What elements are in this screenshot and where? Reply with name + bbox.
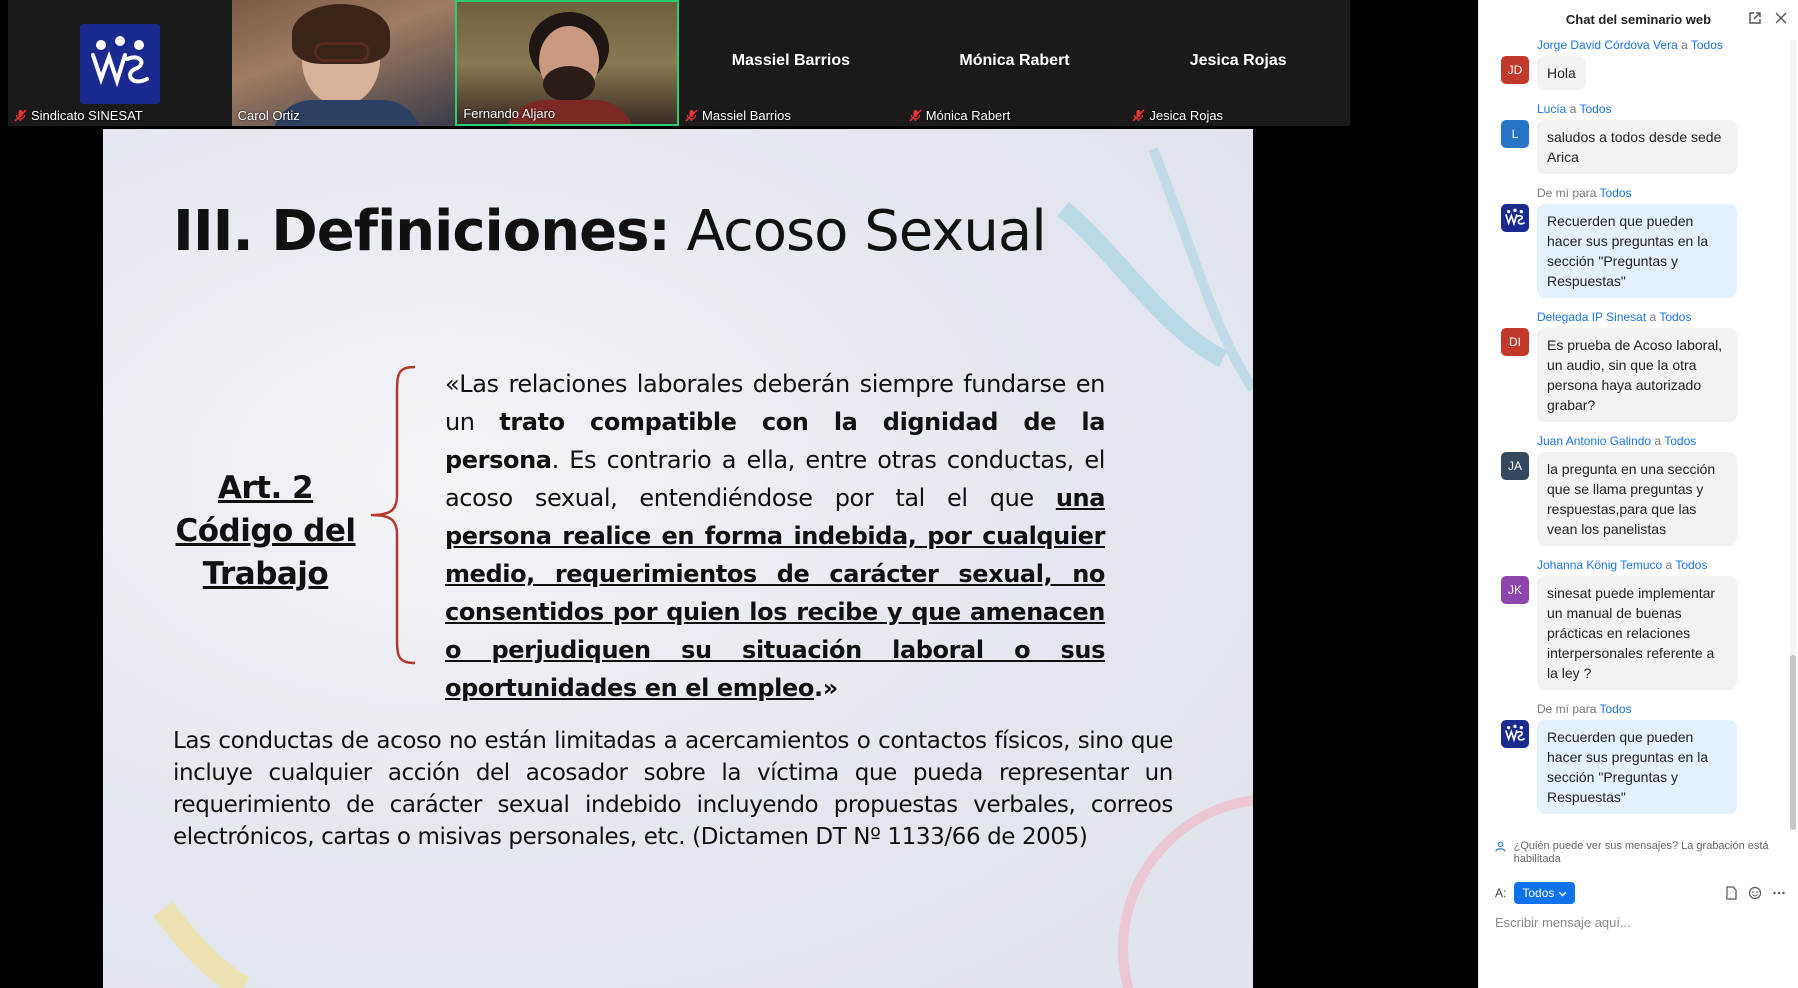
- participant-name-plate: [238, 108, 300, 123]
- message-bubble[interactable]: Recuerden que pueden hacer sus preguntas en la sección "Preguntas y Respuestas": [1537, 204, 1737, 298]
- recipient-value: Todos: [1522, 886, 1555, 900]
- shared-slide: [103, 129, 1253, 988]
- curly-brace: [363, 365, 423, 665]
- sender-avatar: L: [1501, 120, 1529, 148]
- message-recipient[interactable]: Todos: [1659, 310, 1692, 324]
- message-sender[interactable]: Juan Antonio Galindo: [1537, 434, 1652, 448]
- article-quote: [445, 365, 1105, 707]
- message-recipient[interactable]: Todos: [1664, 434, 1697, 448]
- message-bubble[interactable]: Recuerden que pueden hacer sus preguntas en la sección "Preguntas y Respuestas": [1537, 720, 1737, 814]
- message-joiner: a: [1662, 558, 1676, 572]
- more-icon[interactable]: [1772, 886, 1786, 900]
- quote-underlined-text: una persona realice en forma indebida, por cualquier medio, requerimientos de carácter sexual, no consentidos por quien los recibe y que amenacen o perjudiquen su situación laboral o sus oportunidades en el empleo: [445, 484, 1105, 702]
- article-label-line: Código del: [175, 513, 356, 549]
- quote-text: . Es contrario a ella, entre otras conductas, el acoso sexual, entendiéndose por tal el que: [445, 446, 1105, 512]
- muted-mic-icon: [1132, 109, 1145, 122]
- sender-avatar: DI: [1501, 328, 1529, 356]
- message-joiner: para: [1569, 702, 1600, 716]
- close-icon[interactable]: [1774, 11, 1788, 25]
- message-sender[interactable]: Johanna König Temuco: [1537, 558, 1663, 572]
- slide-title-bold: III. Definiciones:: [173, 199, 670, 264]
- participant-tile[interactable]: [903, 0, 1127, 126]
- message-joiner: a: [1646, 310, 1660, 324]
- sender-avatar: JA: [1501, 452, 1529, 480]
- person-icon: [1495, 840, 1508, 854]
- message-sender[interactable]: De mí: [1537, 702, 1570, 716]
- message-sender[interactable]: De mí: [1537, 186, 1570, 200]
- message-sender-line: [1537, 310, 1776, 324]
- message-bubble[interactable]: Es prueba de Acoso laboral, un audio, sin que la otra persona haya autorizado grabar?: [1537, 328, 1737, 422]
- chat-message: [1479, 310, 1788, 422]
- message-recipient[interactable]: Todos: [1690, 38, 1723, 52]
- participant-tile-active-speaker[interactable]: [455, 0, 679, 126]
- participant-name-plate: [1132, 108, 1223, 123]
- chat-message: [1479, 702, 1788, 814]
- sender-avatar: [1501, 720, 1529, 748]
- participant-glasses: [314, 42, 370, 62]
- message-sender[interactable]: Jorge David Córdova Vera: [1537, 38, 1678, 52]
- participant-name: Massiel Barrios: [702, 108, 791, 123]
- chat-message: [1479, 186, 1788, 298]
- chat-message: [1479, 38, 1788, 90]
- scroll-thumb[interactable]: [1790, 655, 1796, 830]
- chat-header: [1479, 0, 1798, 38]
- chat-message: [1479, 434, 1788, 546]
- article-label-line: Art. 2: [217, 470, 314, 506]
- privacy-note[interactable]: [1495, 840, 1788, 866]
- participant-strip: [8, 0, 1350, 126]
- message-bubble[interactable]: Hola: [1537, 56, 1586, 90]
- participant-big-name: Mónica Rabert: [959, 52, 1070, 69]
- participant-name-plate: [685, 108, 791, 123]
- participant-name-plate: [14, 108, 143, 123]
- chat-message: [1479, 558, 1788, 690]
- participant-name: Sindicato SINESAT: [31, 108, 143, 123]
- participant-tile[interactable]: [232, 0, 456, 126]
- message-bubble[interactable]: saludos a todos desde sede Arica: [1537, 120, 1737, 174]
- chat-message-list[interactable]: [1479, 38, 1788, 830]
- recipient-label: A:: [1495, 886, 1507, 900]
- participant-beard: [543, 66, 595, 102]
- recipient-row: [1495, 882, 1786, 904]
- privacy-note-text: ¿Quién puede ver sus mensajes? La grabación está habilitada: [1513, 840, 1769, 865]
- message-recipient[interactable]: Todos: [1599, 702, 1632, 716]
- participant-name-plate: [909, 108, 1011, 123]
- emoji-icon[interactable]: [1748, 886, 1762, 900]
- file-icon[interactable]: [1724, 886, 1738, 900]
- message-joiner: a: [1677, 38, 1691, 52]
- participant-name: Mónica Rabert: [925, 108, 1011, 123]
- participant-big-name: Massiel Barrios: [731, 52, 850, 69]
- quote-text: «Las relaciones laborales deberán siempre fundarse en un: [445, 370, 1105, 436]
- participant-tile[interactable]: [8, 0, 232, 126]
- message-sender-line: [1537, 558, 1776, 572]
- chat-scrollbar[interactable]: [1790, 40, 1796, 830]
- sender-avatar: JK: [1501, 576, 1529, 604]
- chevron-down-icon: [1558, 889, 1567, 898]
- message-recipient[interactable]: Todos: [1599, 186, 1632, 200]
- participant-tile[interactable]: [1126, 0, 1350, 126]
- message-sender[interactable]: Lucía: [1537, 102, 1567, 116]
- participant-name-plate: [463, 106, 555, 121]
- message-bubble[interactable]: sinesat puede implementar un manual de buenas prácticas en relaciones interpersonales referente a la ley ?: [1537, 576, 1737, 690]
- quote-text: .»: [813, 674, 838, 702]
- chat-message: [1479, 102, 1788, 174]
- message-sender-line: [1537, 102, 1776, 116]
- message-recipient[interactable]: Todos: [1675, 558, 1708, 572]
- message-joiner: a: [1651, 434, 1665, 448]
- participant-name: Fernando Aljaro: [463, 106, 556, 121]
- chat-panel: [1478, 0, 1798, 988]
- message-bubble[interactable]: la pregunta en una sección que se llama preguntas y respuestas,para que las vean los panelistas: [1537, 452, 1737, 546]
- participant-name: Jesica Rojas: [1149, 108, 1224, 123]
- slide-title: [173, 199, 1046, 264]
- message-joiner: para: [1569, 186, 1600, 200]
- recipient-dropdown[interactable]: [1514, 882, 1575, 904]
- sinesat-logo: [80, 24, 160, 104]
- message-input[interactable]: Escribir mensaje aquí...: [1495, 915, 1631, 930]
- message-recipient[interactable]: Todos: [1579, 102, 1612, 116]
- participant-big-name: Jesica Rojas: [1189, 52, 1287, 69]
- muted-mic-icon: [685, 109, 698, 122]
- message-sender-line: [1537, 702, 1776, 716]
- sender-avatar: JD: [1501, 56, 1529, 84]
- message-sender-line: [1537, 38, 1776, 52]
- article-label: [173, 467, 358, 596]
- slide-title-rest: Acoso Sexual: [669, 199, 1046, 264]
- participant-tile[interactable]: [679, 0, 903, 126]
- slide-paragraph: Las conductas de acoso no están limitadas a acercamientos o contactos físicos, sino que incluye cualquier acción del acosador sobre la víctima que pueda representar un requerimiento de carácter sexual indebido incluyendo propuestas verbales, correos electrónicos, cartas o misivas personales, etc. (Dictamen DT Nº 1133/66 de 2005): [173, 728, 1173, 850]
- muted-mic-icon: [909, 109, 922, 122]
- message-sender[interactable]: Delegada IP Sinesat: [1537, 310, 1647, 324]
- chat-title: Chat del seminario web: [1565, 11, 1712, 27]
- article-label-line: Trabajo: [202, 556, 329, 592]
- participant-name: Carol Ortiz: [237, 108, 300, 123]
- message-sender-line: [1537, 186, 1776, 200]
- message-sender-line: [1537, 434, 1776, 448]
- sender-avatar: [1501, 204, 1529, 232]
- quote-bold-text: trato compatible con la dignidad de la persona: [445, 408, 1105, 474]
- muted-mic-icon: [14, 109, 27, 122]
- pop-out-icon[interactable]: [1748, 11, 1762, 25]
- message-joiner: a: [1566, 102, 1580, 116]
